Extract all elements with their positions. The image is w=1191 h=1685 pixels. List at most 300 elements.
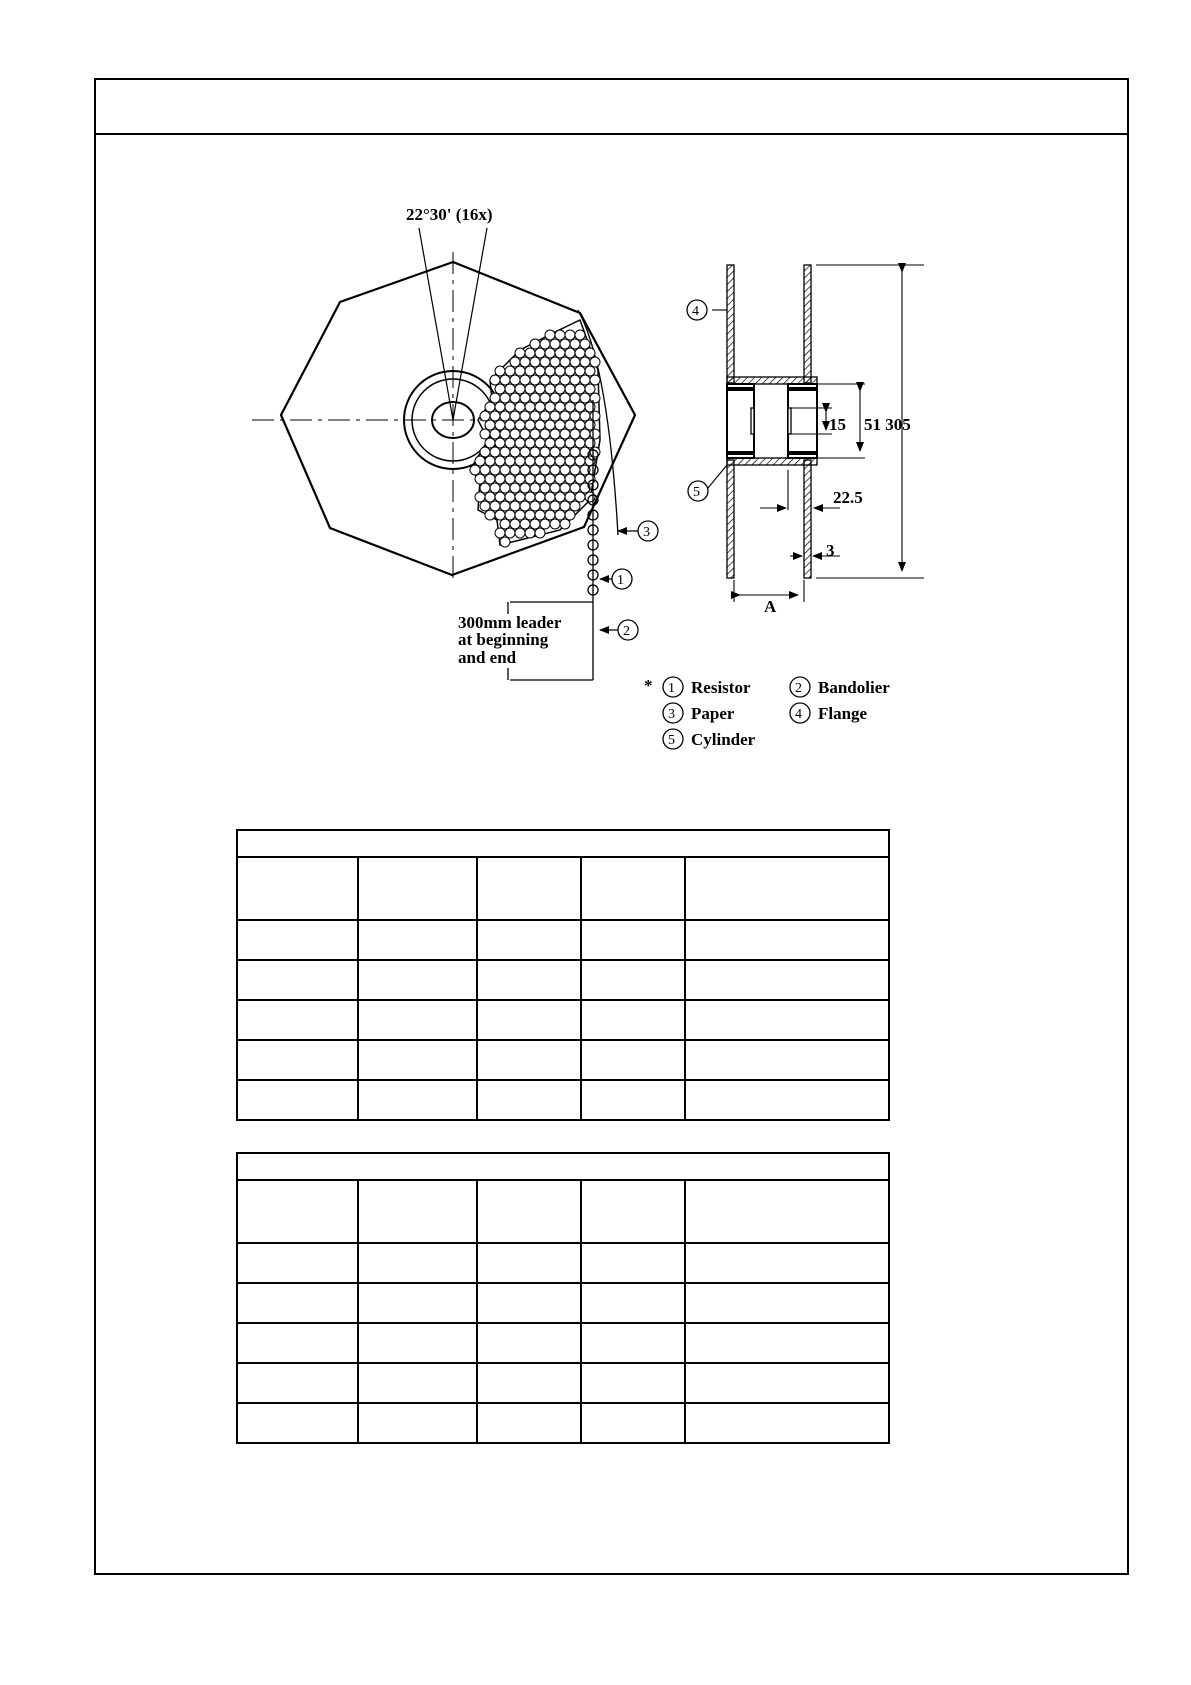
resistor-body: [590, 411, 600, 421]
resistor-body: [545, 474, 555, 484]
resistor-body: [510, 411, 520, 421]
resistor-body: [550, 465, 560, 475]
table-header-cell: [358, 857, 477, 920]
resistor-body: [555, 402, 565, 412]
resistor-body: [505, 384, 515, 394]
table-cell: [477, 920, 581, 960]
table-header-cell: [358, 1180, 477, 1243]
resistor-body: [500, 429, 510, 439]
resistor-body: [565, 456, 575, 466]
flange-left-upper: [727, 265, 734, 383]
resistor-body: [545, 438, 555, 448]
resistor-body: [590, 429, 600, 439]
table-cell: [358, 1040, 477, 1080]
angle-label: 22°30' (16x): [406, 205, 493, 224]
resistor-body: [545, 366, 555, 376]
resistor-body: [530, 357, 540, 367]
resistor-body: [545, 510, 555, 520]
resistor-body: [535, 438, 545, 448]
resistor-body: [540, 357, 550, 367]
callout-1: [612, 569, 632, 589]
resistor-body: [540, 375, 550, 385]
table-cell: [685, 1000, 889, 1040]
resistor-winding: [470, 330, 600, 547]
resistor-body: [515, 420, 525, 430]
table-cell: [581, 1403, 685, 1443]
resistor-body: [505, 528, 515, 538]
table-header-cell: [685, 1180, 889, 1243]
resistor-body: [510, 483, 520, 493]
resistor-body: [485, 438, 495, 448]
resistor-body: [555, 420, 565, 430]
resistor-body: [525, 510, 535, 520]
table-cell: [581, 1283, 685, 1323]
resistor-body: [510, 393, 520, 403]
resistor-body: [575, 402, 585, 412]
resistor-body: [540, 447, 550, 457]
resistor-body: [480, 483, 490, 493]
resistor-body: [530, 393, 540, 403]
resistor-body: [550, 393, 560, 403]
resistor-body: [535, 456, 545, 466]
table-cell: [477, 1363, 581, 1403]
leader-label-line-3: and end: [458, 648, 517, 667]
resistor-body: [515, 492, 525, 502]
resistor-body: [565, 330, 575, 340]
resistor-body: [475, 456, 485, 466]
resistor-body: [510, 465, 520, 475]
resistor-body: [580, 411, 590, 421]
svg-text:4: 4: [692, 304, 699, 319]
table-cell: [477, 1243, 581, 1283]
resistor-body: [575, 438, 585, 448]
resistor-body: [535, 528, 545, 538]
legend-label-flange: Flange: [818, 704, 868, 723]
leader-label-line-2: at beginning: [458, 630, 549, 649]
resistor-body: [555, 474, 565, 484]
resistor-body: [565, 510, 575, 520]
resistor-body: [545, 384, 555, 394]
resistor-body: [495, 456, 505, 466]
resistor-body: [535, 384, 545, 394]
resistor-body: [550, 375, 560, 385]
svg-text:3: 3: [643, 525, 650, 540]
table-cell: [685, 1363, 889, 1403]
table-cell: [477, 1040, 581, 1080]
resistor-body: [495, 384, 505, 394]
table-row: [237, 1243, 889, 1283]
resistor-body: [505, 474, 515, 484]
svg-text:1: 1: [668, 681, 675, 696]
resistor-body: [490, 393, 500, 403]
table-header-cell: [237, 1180, 358, 1243]
table-cell: [477, 1323, 581, 1363]
resistor-body: [505, 456, 515, 466]
resistor-body: [580, 339, 590, 349]
resistor-body: [550, 429, 560, 439]
resistor-body: [500, 501, 510, 511]
resistor-body: [500, 447, 510, 457]
resistor-body: [560, 429, 570, 439]
resistor-body: [525, 420, 535, 430]
resistor-body: [550, 483, 560, 493]
legend-label-paper: Paper: [691, 704, 735, 723]
resistor-body: [570, 483, 580, 493]
resistor-body: [575, 330, 585, 340]
resistor-body: [520, 357, 530, 367]
table-cell: [237, 1283, 358, 1323]
table-cell: [685, 1080, 889, 1120]
resistor-body: [500, 519, 510, 529]
resistor-body: [560, 393, 570, 403]
resistor-body: [485, 510, 495, 520]
table-row: [237, 1080, 889, 1120]
resistor-body: [540, 393, 550, 403]
resistor-body: [525, 402, 535, 412]
resistor-body: [525, 384, 535, 394]
resistor-body: [570, 429, 580, 439]
resistor-body: [560, 483, 570, 493]
table-cell: [237, 1363, 358, 1403]
resistor-body: [570, 357, 580, 367]
flange-left-lower: [727, 460, 734, 578]
resistor-body: [565, 402, 575, 412]
table-cell: [237, 960, 358, 1000]
resistor-body: [510, 357, 520, 367]
resistor-body: [560, 519, 570, 529]
table-cell: [358, 1283, 477, 1323]
resistor-body: [490, 465, 500, 475]
resistor-body: [555, 366, 565, 376]
resistor-body: [480, 447, 490, 457]
resistor-body: [545, 330, 555, 340]
resistor-body: [590, 357, 600, 367]
resistor-body: [560, 411, 570, 421]
resistor-body: [560, 357, 570, 367]
resistor-body: [545, 348, 555, 358]
table-row: [237, 1323, 889, 1363]
table-header-cell: [477, 857, 581, 920]
resistor-body: [480, 429, 490, 439]
resistor-body: [495, 510, 505, 520]
resistor-body: [530, 375, 540, 385]
resistor-body: [575, 492, 585, 502]
resistor-body: [565, 366, 575, 376]
callout-5: [688, 481, 708, 501]
resistor-body: [485, 474, 495, 484]
resistor-body: [515, 474, 525, 484]
dim-a: A: [764, 597, 777, 616]
cylinder-top: [727, 377, 817, 384]
table-row: [237, 920, 889, 960]
callout-4: [687, 300, 707, 320]
resistor-body: [540, 339, 550, 349]
resistor-body: [475, 492, 485, 502]
resistor-body: [500, 393, 510, 403]
svg-text:2: 2: [623, 624, 630, 639]
resistor-body: [535, 474, 545, 484]
resistor-body: [495, 438, 505, 448]
resistor-body: [550, 411, 560, 421]
resistor-body: [530, 447, 540, 457]
resistor-body: [550, 339, 560, 349]
resistor-body: [565, 474, 575, 484]
resistor-body: [505, 402, 515, 412]
resistor-body: [565, 420, 575, 430]
resistor-body: [525, 438, 535, 448]
table-cell: [581, 960, 685, 1000]
resistor-body: [555, 438, 565, 448]
resistor-body: [520, 447, 530, 457]
table-cell: [581, 1243, 685, 1283]
svg-text:5: 5: [668, 733, 675, 748]
resistor-body: [585, 348, 595, 358]
resistor-body: [560, 501, 570, 511]
resistor-body: [505, 420, 515, 430]
resistor-body: [555, 492, 565, 502]
resistor-body: [530, 519, 540, 529]
resistor-body: [535, 348, 545, 358]
table-row: [237, 1363, 889, 1403]
dim-22-5: 22.5: [833, 488, 863, 507]
resistor-body: [585, 366, 595, 376]
resistor-body: [590, 393, 600, 403]
resistor-body: [520, 375, 530, 385]
resistor-body: [470, 465, 480, 475]
table-cell: [685, 1243, 889, 1283]
legend-item-flange: [790, 703, 868, 723]
resistor-body: [530, 501, 540, 511]
resistor-body: [490, 411, 500, 421]
resistor-body: [485, 492, 495, 502]
table-cell: [581, 1040, 685, 1080]
resistor-body: [480, 465, 490, 475]
resistor-body: [535, 402, 545, 412]
table-cell: [581, 1363, 685, 1403]
table-cell: [237, 1040, 358, 1080]
resistor-body: [520, 393, 530, 403]
resistor-body: [480, 501, 490, 511]
svg-text:1: 1: [617, 573, 624, 588]
resistor-body: [490, 447, 500, 457]
resistor-body: [565, 492, 575, 502]
resistor-body: [500, 483, 510, 493]
resistor-body: [510, 375, 520, 385]
table-row: [237, 1283, 889, 1323]
resistor-body: [495, 402, 505, 412]
resistor-body: [570, 339, 580, 349]
resistor-body: [490, 483, 500, 493]
resistor-body: [555, 348, 565, 358]
resistor-body: [505, 366, 515, 376]
resistor-body: [575, 366, 585, 376]
resistor-body: [580, 393, 590, 403]
resistor-body: [550, 501, 560, 511]
resistor-body: [525, 492, 535, 502]
svg-text:3: 3: [668, 707, 675, 722]
resistor-body: [555, 384, 565, 394]
hub-left-block: [727, 384, 754, 458]
resistor-body: [500, 465, 510, 475]
table-header-cell: [581, 857, 685, 920]
resistor-body: [545, 420, 555, 430]
resistor-body: [500, 375, 510, 385]
resistor-body: [565, 384, 575, 394]
resistor-body: [525, 348, 535, 358]
svg-text:4: 4: [795, 707, 802, 722]
leader-label-line-1: 300mm leader: [458, 613, 562, 632]
resistor-body: [555, 456, 565, 466]
resistor-body: [535, 510, 545, 520]
resistor-body: [495, 528, 505, 538]
resistor-body: [560, 447, 570, 457]
resistor-body: [585, 384, 595, 394]
resistor-body: [495, 420, 505, 430]
resistor-body: [540, 501, 550, 511]
resistor-body: [575, 420, 585, 430]
table-cell: [237, 920, 358, 960]
resistor-body: [520, 429, 530, 439]
spec-table-2: [236, 1152, 890, 1444]
resistor-body: [550, 447, 560, 457]
resistor-body: [550, 519, 560, 529]
resistor-body: [570, 393, 580, 403]
table-cell: [477, 1403, 581, 1443]
resistor-body: [520, 465, 530, 475]
resistor-body: [535, 366, 545, 376]
table-cell: [358, 1363, 477, 1403]
resistor-body: [575, 456, 585, 466]
table-cell: [685, 960, 889, 1000]
resistor-body: [520, 483, 530, 493]
legend-label-resistor: Resistor: [691, 678, 751, 697]
table-row: [237, 1000, 889, 1040]
flange-right-lower: [804, 460, 811, 578]
resistor-body: [515, 456, 525, 466]
table-cell: [581, 1080, 685, 1120]
table-cell: [685, 1403, 889, 1443]
resistor-body: [545, 402, 555, 412]
resistor-body: [515, 438, 525, 448]
resistor-body: [485, 456, 495, 466]
table-cell: [685, 1040, 889, 1080]
resistor-body: [530, 483, 540, 493]
table-cell: [477, 1000, 581, 1040]
legend-item-cylinder: [663, 729, 756, 749]
resistor-body: [515, 510, 525, 520]
resistor-body: [485, 420, 495, 430]
resistor-body: [570, 501, 580, 511]
svg-text:5: 5: [693, 485, 700, 500]
legend-label-bandolier: Bandolier: [818, 678, 890, 697]
resistor-body: [530, 339, 540, 349]
resistor-body: [545, 492, 555, 502]
table-cell: [358, 1323, 477, 1363]
callout-3: [638, 521, 658, 541]
hub-right-block: [788, 384, 817, 458]
resistor-body: [530, 411, 540, 421]
table-header-cell: [581, 1180, 685, 1243]
flange-right-upper: [804, 265, 811, 383]
legend-star: *: [644, 676, 653, 695]
resistor-body: [575, 474, 585, 484]
resistor-body: [535, 420, 545, 430]
table-cell: [581, 920, 685, 960]
resistor-body: [575, 348, 585, 358]
resistor-body: [510, 501, 520, 511]
resistor-body: [515, 402, 525, 412]
resistor-body: [500, 411, 510, 421]
dim-51-305: 51 305: [864, 415, 911, 434]
resistor-body: [555, 510, 565, 520]
table-cell: [358, 1000, 477, 1040]
table-title: [237, 1153, 889, 1180]
resistor-body: [570, 411, 580, 421]
table-cell: [237, 1000, 358, 1040]
svg-text:2: 2: [795, 681, 802, 696]
table-row: [237, 1040, 889, 1080]
resistor-body: [525, 456, 535, 466]
resistor-body: [510, 447, 520, 457]
resistor-body: [540, 429, 550, 439]
dim-3: 3: [826, 541, 835, 560]
resistor-body: [505, 510, 515, 520]
resistor-body: [530, 465, 540, 475]
resistor-body: [535, 492, 545, 502]
table-title: [237, 830, 889, 857]
cylinder-bottom: [727, 458, 817, 465]
resistor-body: [485, 402, 495, 412]
resistor-body: [515, 528, 525, 538]
resistor-body: [540, 465, 550, 475]
table-cell: [581, 1000, 685, 1040]
resistor-body: [570, 447, 580, 457]
legend-label-cylinder: Cylinder: [691, 730, 756, 749]
resistor-body: [495, 474, 505, 484]
resistor-body: [510, 519, 520, 529]
resistor-body: [515, 348, 525, 358]
resistor-body: [515, 366, 525, 376]
resistor-body: [545, 456, 555, 466]
resistor-body: [550, 357, 560, 367]
resistor-body: [525, 366, 535, 376]
resistor-body: [480, 411, 490, 421]
table-cell: [581, 1323, 685, 1363]
table-cell: [685, 1323, 889, 1363]
legend: [644, 676, 890, 749]
reel-packaging-drawing: [0, 0, 1191, 800]
table-cell: [358, 960, 477, 1000]
table-cell: [237, 1403, 358, 1443]
table-header-cell: [685, 857, 889, 920]
resistor-body: [590, 375, 600, 385]
table-cell: [477, 1080, 581, 1120]
spec-table-1: [236, 829, 890, 1121]
table-cell: [477, 960, 581, 1000]
table-row: [237, 960, 889, 1000]
resistor-body: [500, 537, 510, 547]
table-cell: [358, 1080, 477, 1120]
resistor-body: [520, 519, 530, 529]
resistor-body: [580, 429, 590, 439]
resistor-body: [560, 465, 570, 475]
resistor-body: [505, 492, 515, 502]
resistor-body: [495, 366, 505, 376]
resistor-body: [490, 375, 500, 385]
table-header-cell: [477, 1180, 581, 1243]
table-cell: [685, 1283, 889, 1323]
callout-2: [618, 620, 638, 640]
